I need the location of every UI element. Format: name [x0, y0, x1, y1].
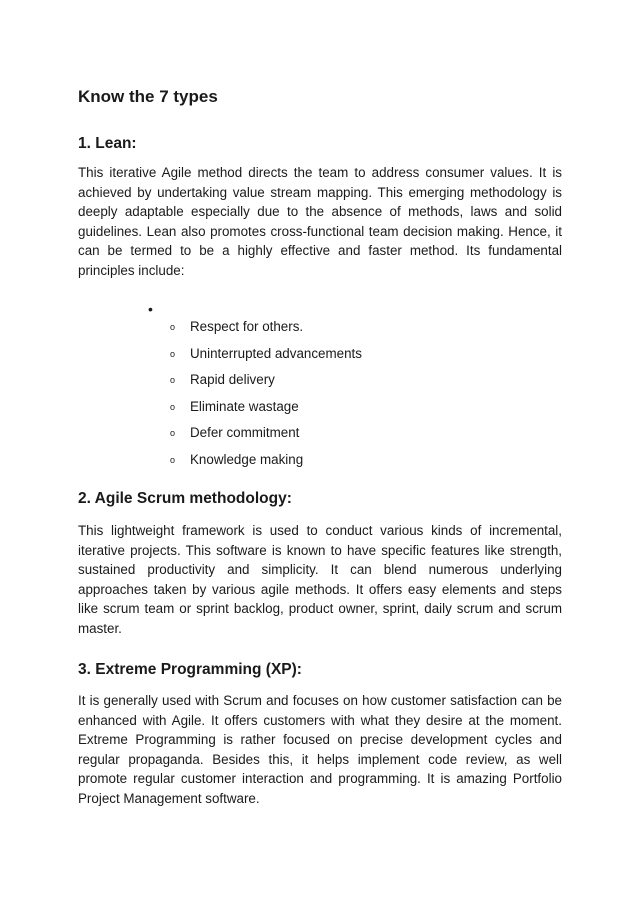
document-title: Know the 7 types [78, 87, 218, 106]
lean-principles-list [170, 317, 362, 476]
sub-bullet-marker: o [170, 348, 176, 359]
list-item-text: Defer commitment [190, 425, 300, 440]
bullet-marker: • [148, 301, 153, 317]
section-heading-lean: 1. Lean: [78, 135, 137, 152]
list-item [170, 344, 362, 371]
sub-bullet-marker: o [170, 454, 176, 465]
list-item-text: Eliminate wastage [190, 398, 299, 414]
list-item [170, 370, 362, 397]
list-item-text: Knowledge making [190, 451, 304, 467]
list-item-text: Rapid delivery [190, 372, 275, 387]
section-paragraph-xp: It is generally used with Scrum and focuses on how customer satisfaction can be enhanced with Agile. It offers customers with what they desire at the moment. Extreme Programming is rather focused on precise development cycles and regular propaganda. Besides this, it helps implement code review, as well promote regular customer interaction and programming. It is amazing Portfolio Project Management software. [78, 693, 562, 806]
section-paragraph-lean: This iterative Agile method directs the team to address consumer values. It is achieved by undertaking value stream mapping. This emerging methodology is deeply adaptable especially due to the absence of methods, laws and solid guidelines. Lean also promotes cross-functional team decision making. Hence, it can be termed to be a highly effective and faster method. Its fundamental principles include: [78, 165, 562, 278]
list-item [170, 317, 362, 344]
list-item [170, 450, 362, 477]
section-heading-xp: 3. Extreme Programming (XP): [78, 661, 302, 678]
list-item [170, 423, 362, 450]
section-heading-scrum: 2. Agile Scrum methodology: [78, 490, 292, 507]
section-paragraph-scrum: This lightweight framework is used to conduct various kinds of incremental, iterative projects. This software is known to have specific features like strength, sustained productivity and simplicity. It can blend numerous underlying approaches taken by various agile methods. It offers easy elements and steps like scrum team or sprint backlog, product owner, sprint, daily scrum and scrum master. [78, 523, 562, 636]
sub-bullet-marker: o [170, 401, 176, 412]
sub-bullet-marker: o [170, 375, 176, 385]
list-item-text: Respect for others. [190, 319, 304, 334]
list-item [170, 397, 362, 424]
sub-bullet-marker: o [170, 322, 176, 332]
sub-bullet-marker: o [170, 428, 176, 438]
list-item-text: Uninterrupted advancements [190, 345, 362, 361]
